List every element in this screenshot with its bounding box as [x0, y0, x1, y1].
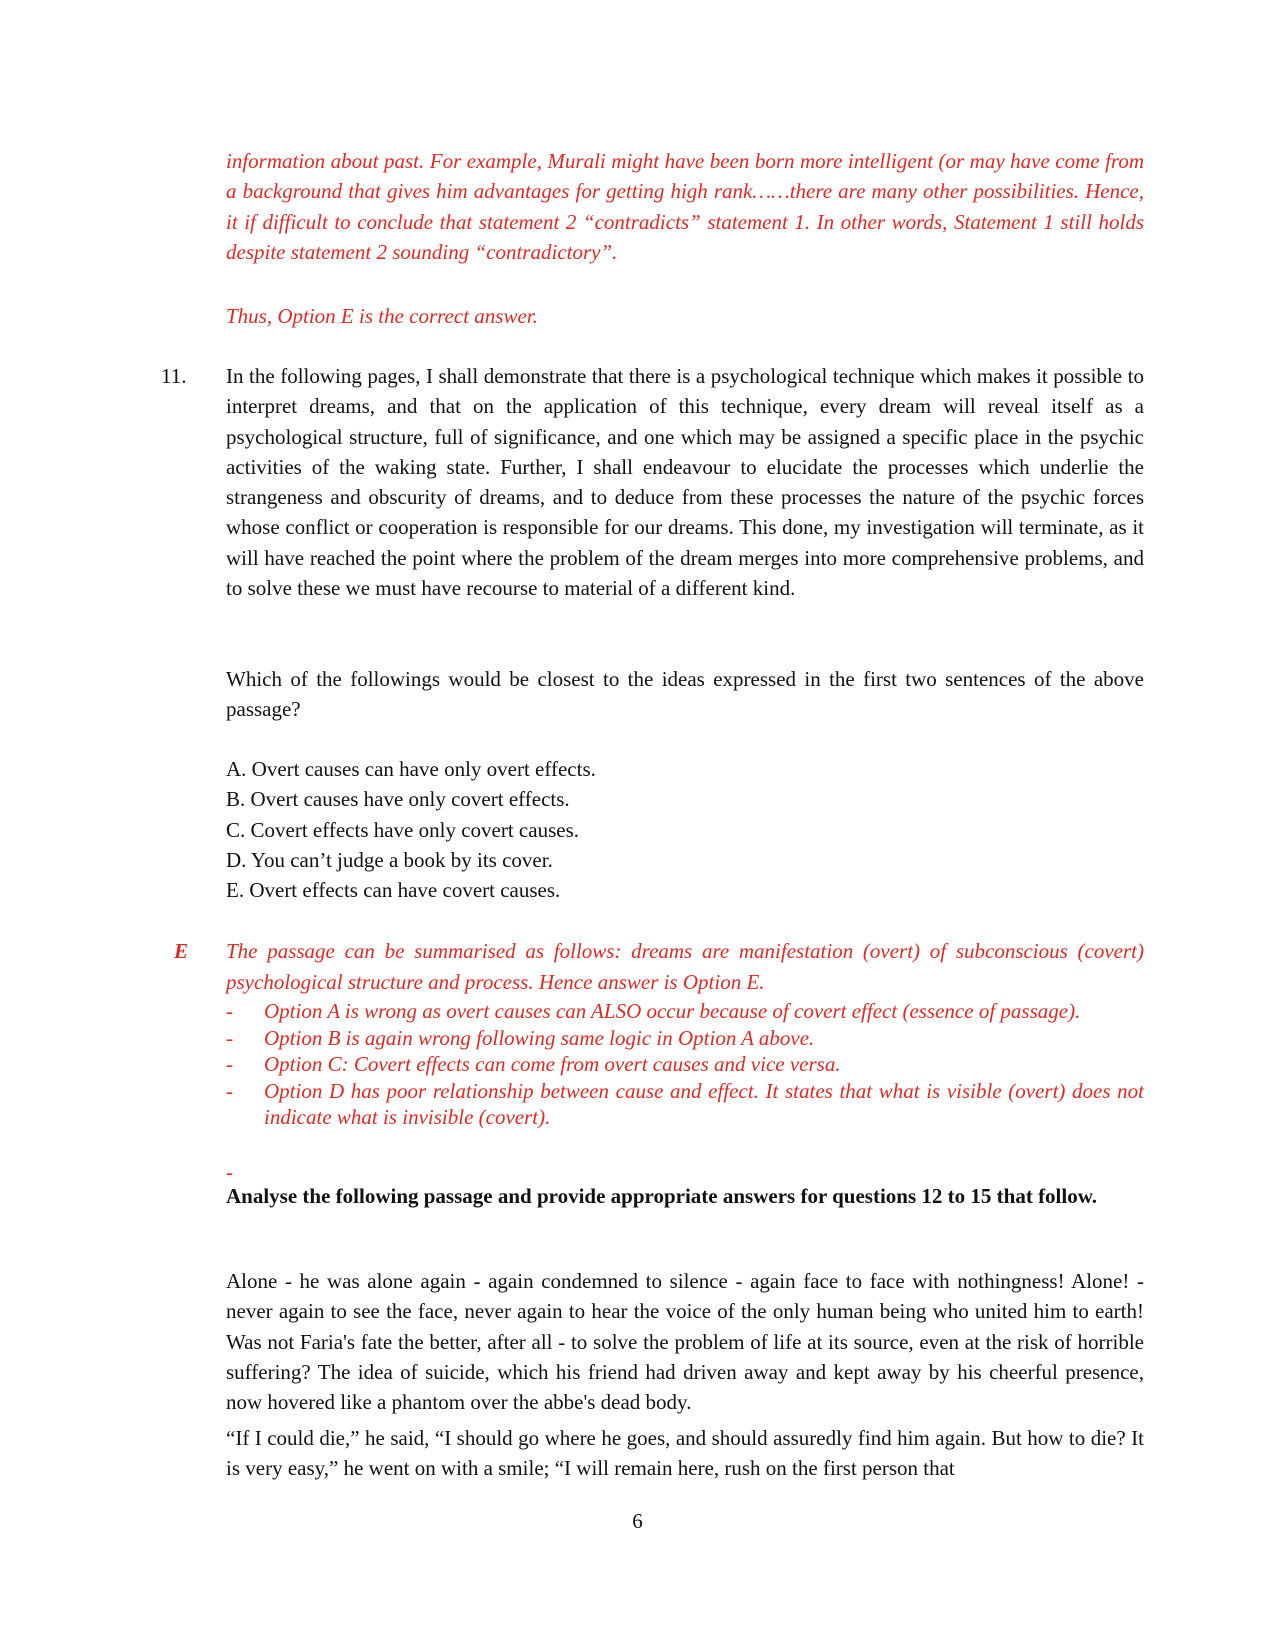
option-a: A. Overt causes can have only overt effects. — [226, 757, 596, 781]
question-number: 11. — [161, 364, 187, 388]
bullet-text: Option C: Covert effects can come from overt causes and vice versa. — [264, 1052, 841, 1076]
option-c: C. Covert effects have only covert causes. — [226, 817, 579, 842]
passage-paragraph-2: “If I could die,” he said, “I should go where he goes, and should assuredly find him again. But how to die? It is very easy,” he went on with a smile; “I will remain here, rush on the first person that — [226, 1426, 1144, 1481]
empty-bullet-dash: - — [226, 1160, 233, 1184]
q10-conclusion: Thus, Option E is the correct answer. — [226, 304, 538, 328]
bullet-item — [226, 998, 1144, 1025]
bullet-text: Option B is again wrong following same logic in Option A above. — [264, 1025, 815, 1050]
q11-options-list — [226, 754, 1144, 905]
bullet-dash: - — [226, 1078, 233, 1103]
q11-answer-explanation: The passage can be summarised as follows: dreams are manifestation (overt) of subconscious (covert) psychological structure and process. Hence answer is Option E. — [226, 939, 1144, 994]
bullet-text: Option D has poor relationship between cause and effect. It states that what is visible (overt) does not indicate what is invisible (covert). — [264, 1078, 1144, 1129]
answer-bullet-list — [226, 998, 1144, 1131]
q11-passage: In the following pages, I shall demonstrate that there is a psychological technique which makes it possible to interpret dreams, and that on the application of this technique, every dream will reveal itself as a psychological structure, full of significance, and one which may be assigned a specific place in the psychic activities of the waking state. Further, I shall endeavour to elucidate the processes which underlie the strangeness and obscurity of dreams, and to deduce from these processes the nature of the psychic forces whose conflict or cooperation is responsible for our dreams. This done, my investigation will terminate, as it will have reached the point where the problem of the dream merges into more comprehensive problems, and to solve these we must have recourse to material of a different kind. — [226, 364, 1144, 601]
option-b: B. Overt causes have only covert effects. — [226, 787, 570, 812]
bullet-item — [226, 1025, 1144, 1052]
passage-paragraph-1: Alone - he was alone again - again condemned to silence - again face to face with nothingness! Alone! - never again to see the face, never again to hear the voice of the only human being who united him to earth! Was not Faria's fate the better, after all - to solve the problem of life at its source, even at the risk of horrible suffering? The idea of suicide, which his friend had driven away and kept away by his cheerful presence, now hovered like a phantom over the abbe's dead body. — [226, 1269, 1144, 1415]
answer-letter: E — [174, 939, 189, 963]
bullet-dash: - — [226, 1025, 233, 1050]
section-instruction: Analyse the following passage and provide appropriate answers for questions 12 to 15 that follow. — [226, 1184, 1097, 1208]
q10-explanation-paragraph: information about past. For example, Murali might have been born more intelligent (or may have come from a background that gives him advantages for getting high rank……there are many other possibilities. Hence, it if difficult to conclude that statement 2 “contradicts” statement 1. In other words, Statement 1 still holds despite statement 2 sounding “contradictory”. — [226, 149, 1144, 264]
bullet-dash: - — [226, 1052, 233, 1076]
bullet-item — [226, 1051, 1144, 1078]
option-d: D. You can’t judge a book by its cover. — [226, 847, 553, 872]
bullet-dash: - — [226, 999, 233, 1023]
bullet-text: Option A is wrong as overt causes can ALSO occur because of covert effect (essence of passage). — [264, 999, 1081, 1023]
q11-question: Which of the followings would be closest to the ideas expressed in the first two sentences of the above passage? — [226, 667, 1144, 722]
bullet-item — [226, 1078, 1144, 1131]
page-number: 6 — [632, 1509, 643, 1533]
option-e: E. Overt effects can have covert causes. — [226, 878, 561, 903]
